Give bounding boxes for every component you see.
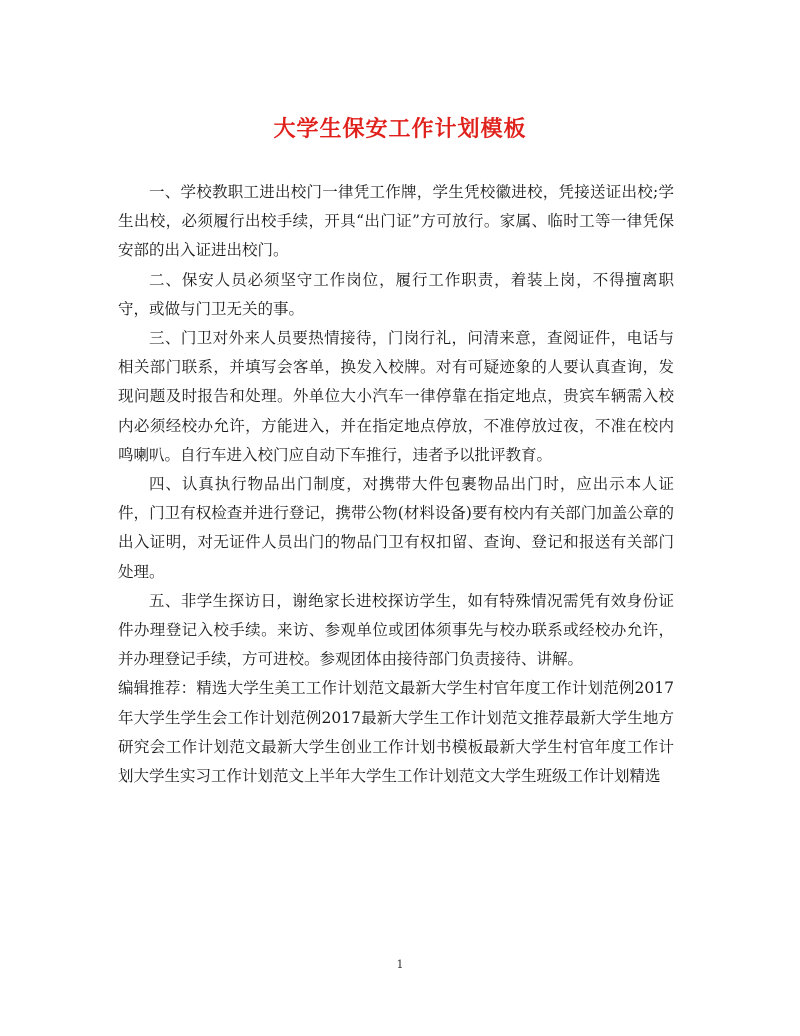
paragraph-3: 三、门卫对外来人员要热情接待，门岗行礼，问清来意，查阅证件，电话与相关部门联系，并填写会客单，换发入校牌。对有可疑迹象的人要认真查询，发现问题及时报告和处理。外单位大小汽车一律停靠在指定地点，贵宾车辆需入校内必须经校办允许，方能进入，并在指定地点停放，不准停放过夜，不准在校内鸣喇叭。自行车进入校门应自动下车推行，违者予以批评教育。 (118, 329, 674, 464)
editor-recommendation: 编辑推荐：精选大学生美工工作计划范文最新大学生村官年度工作计划范例2017年大学生学生会工作计划范例2017最新大学生工作计划范文推荐最新大学生地方研究会工作计划范文最新大学生创业工作计划书模板最新大学生村官年度工作计划大学生实习工作计划范文上半年大学生工作计划范文大学生班级工作计划精选 (118, 679, 674, 786)
page-number: 1 (396, 958, 404, 971)
document-title: 大学生保安工作计划模板 (273, 116, 527, 142)
paragraph-2: 二、保安人员必须坚守工作岗位，履行工作职责，着装上岗，不得擅离职守，或做与门卫无关的事。 (118, 270, 674, 318)
document-body (118, 178, 674, 791)
paragraph-1: 一、学校教职工进出校门一律凭工作牌，学生凭校徽进校，凭接送证出校;学生出校，必须履行出校手续，开具“出门证”方可放行。家属、临时工等一律凭保安部的出入证进出校门。 (118, 183, 674, 260)
paragraph-5: 五、非学生探访日，谢绝家长进校探访学生，如有特殊情况需凭有效身份证件办理登记入校手续。来访、参观单位或团体须事先与校办联系或经校办允许，并办理登记手续，方可进校。参观团体由接待部门负责接待、讲解。 (118, 591, 674, 669)
paragraph-4: 四、认真执行物品出门制度，对携带大件包裹物品出门时，应出示本人证件，门卫有权检查并进行登记，携带公物(材料设备)要有校内有关部门加盖公章的出入证明，对无证件人员出门的物品门卫有权扣留、查询、登记和报送有关部门处理。 (118, 475, 674, 581)
